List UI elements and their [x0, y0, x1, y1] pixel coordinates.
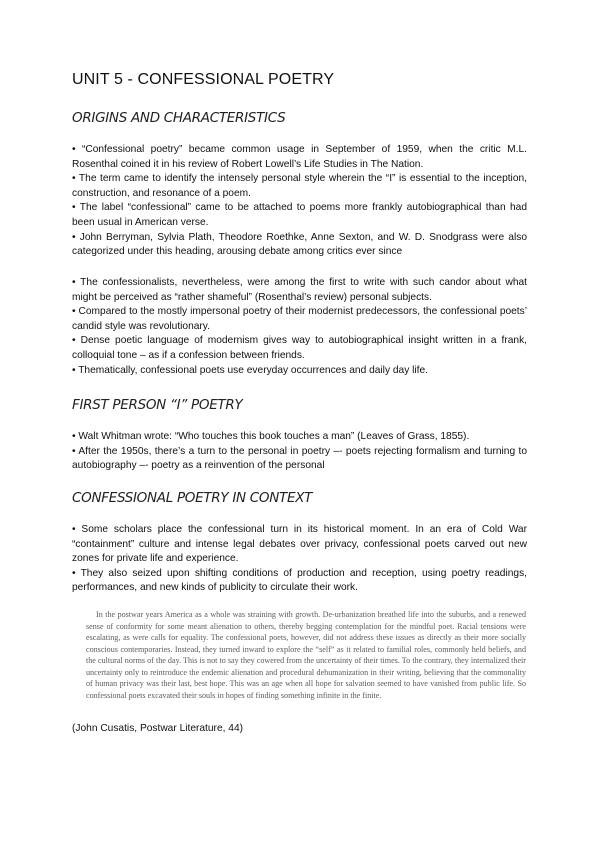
bullet-item: • The term came to identify the intensely personal style wherein the “I” is essential to the inception, construction, and resonance of a poem. — [72, 173, 527, 199]
origins-paragraph-group-1 — [72, 143, 527, 260]
bullet-item: • The confessionalists, nevertheless, were among the first to write with such candor about what might be perceived as “rather shameful” (Rosenthal’s review) personal subjects. — [72, 277, 527, 303]
context-paragraph — [72, 523, 527, 596]
bullet-item: • Thematically, confessional poets use everyday occurrences and daily day life. — [72, 364, 428, 376]
section-heading-first-person: FIRST PERSON “I” POETRY — [72, 397, 243, 413]
first-person-paragraph — [72, 430, 527, 474]
quote-citation: (John Cusatis, Postwar Literature, 44) — [72, 723, 243, 734]
scanned-quote-excerpt: In the postwar years America as a whole was straining with growth. De-urbanization breathed life into the suburbs, and a renewed sense of conformity for some meant alienation to others, thereby begging contemplation for the mindful poet. Racial tensions were escalating, as were calls for equality. The confessional poets, however, did not address these issues as directly as their more socially conscious contemporaries. Instead, they turned inward to explore the “self” as it related to familial roles, commonly held beliefs, and the cultural norms of the day. This is not to say they cowered from the uncertainty of their times. To the contrary, they internalized their uncertainty only to reintroduce the endemic alienation and procedural dehumanization in their writing, believing that the commonality of human privacy was their last, best hope. This was an age when all hope for salvation seemed to have vanished from public life. So confessional poets excavated their souls in hopes of finding something infinite in the finite. — [86, 610, 526, 700]
page-title: UNIT 5 - CONFESSIONAL POETRY — [72, 71, 335, 88]
bullet-item: • They also seized upon shifting conditions of production and reception, using poetry readings, performances, and new kinds of publicity to circulate their work. — [72, 567, 527, 594]
bullet-item: • Walt Whitman wrote: “Who touches this book touches a man” (Leaves of Grass, 1855). — [72, 431, 470, 442]
bullet-item: • After the 1950s, there’s a turn to the personal in poetry –- poets rejecting formalism and turning to autobiography –- poetry as a reinvention of the personal — [72, 445, 527, 472]
bullet-item: • John Berryman, Sylvia Plath, Theodore Roethke, Anne Sexton, and W. D. Snodgrass were also categorized under this heading, arousing debate among critics ever since — [72, 231, 527, 258]
section-heading-context: CONFESSIONAL POETRY IN CONTEXT — [72, 490, 313, 506]
bullet-item: • “Confessional poetry” became common usage in September of 1959, when the critic M.L. Rosenthal coined it in his review of Robert Lowell’s Life Studies in The Nation. — [72, 144, 527, 170]
bullet-item: • Compared to the mostly impersonal poetry of their modernist predecessors, the confessional poets’ candid style was revolutionary. — [72, 306, 527, 332]
section-heading-origins: ORIGINS AND CHARACTERISTICS — [72, 110, 286, 126]
bullet-item: • Dense poetic language of modernism gives way to autobiographical insight written in a frank, colloquial tone – as if a confession between friends. — [72, 335, 527, 361]
origins-paragraph-group-2 — [72, 276, 527, 378]
bullet-item: • Some scholars place the confessional turn in its historical moment. In an era of Cold War “containment” culture and intense legal debates over privacy, confessional poets carved out new zones for private life and experience. — [72, 524, 527, 565]
bullet-item: • The label “confessional” came to be attached to poems more frankly autobiographical than had been usual in American verse. — [72, 202, 527, 228]
